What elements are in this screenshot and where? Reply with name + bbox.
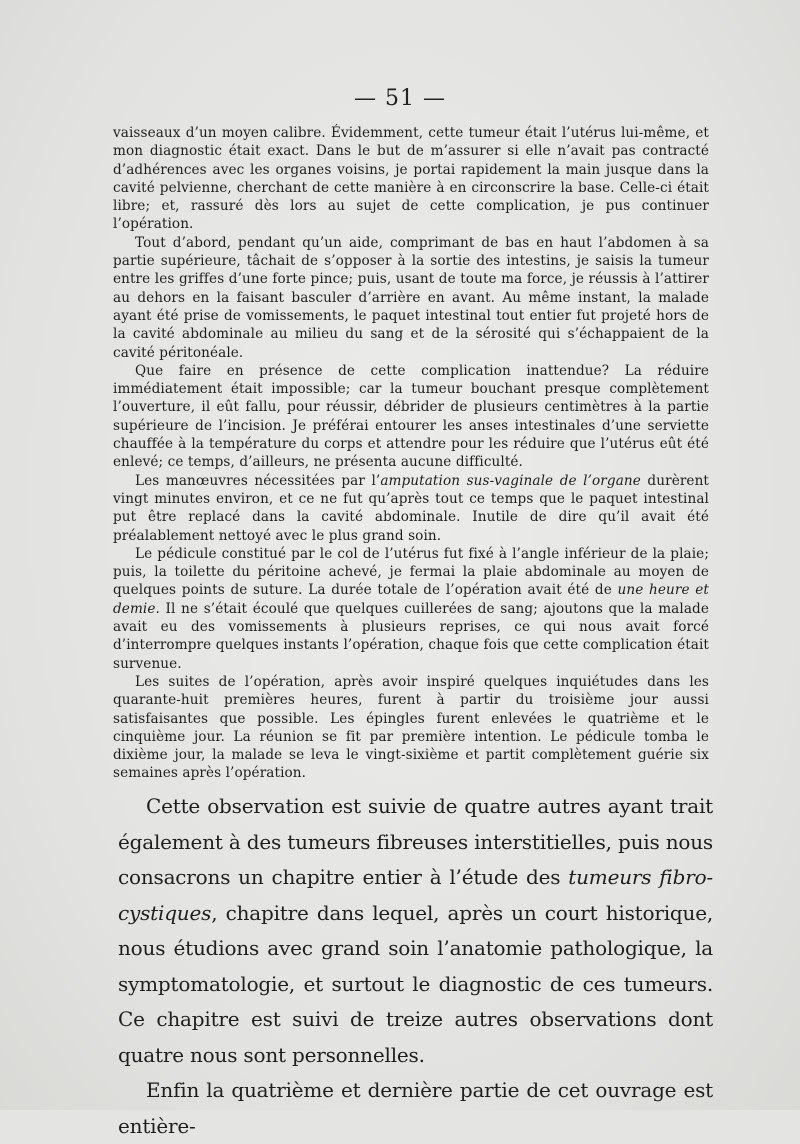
paragraph-4-text-start: Les manœuvres nécessitées par l’ [135, 472, 381, 489]
summary-1-text-start: Cette observation est suivie de quatre autres ayant trait également à des tumeurs fibreuses interstitielles, puis nous consacrons un chapitre entier à l’étude des [118, 794, 713, 889]
page-number: — 51 — [354, 86, 446, 111]
paragraph-5-text-end: Il ne s’était écoulé que quelques cuillerées de sang; ajoutons que la malade avait eu des vomissements à plusieurs reprises, ce qui nous avait forcé d’interrompre quelques instants l’opération, chaque fois que cette complication était survenue. [113, 600, 709, 672]
paragraph-4-text-end: durèrent vingt minutes environ, et ce ne fut qu’après tout ce temps que le paquet intestinal put être replacé dans la cavité abdominale. Inutile de dire qu’il avait été préalablement nettoyé avec le plus grand soin. [113, 472, 709, 544]
summary-1-text-end: , chapitre dans lequel, après un court historique, nous étudions avec grand soin l’anatomie pathologique, la symptomatologie, et surtout le diagnostic de ces tumeurs. Ce chapitre est suivi de treize autres observations dont quatre nous sont personnelles. [118, 900, 713, 1067]
paragraph-4-italic: amputation sus-vaginale de l’organe [380, 472, 641, 489]
summary-paragraph-2: Enfin la quatrième et dernière partie de cet ouvrage est entière- [118, 1078, 713, 1138]
summary-1-italic: tumeurs fibro-cystiques [118, 865, 713, 925]
paragraph-5-text-start: Le pédicule constitué par le col de l’utérus fut fixé à l’angle inférieur de la plaie; puis, la toilette du péritoine achevé, je fermai la plaie abdominale au moyen de quelques points de suture. La durée totale de l’opération avait été de [113, 545, 709, 599]
summary-paragraph-1 [118, 789, 713, 1073]
paragraph-3: Que faire en présence de cette complication inattendue? La réduire immédiatement était impossible; car la tumeur bouchant presque complètement l’ouverture, il eût fallu, pour réussir, débrider de plusieurs centimètres à la partie supérieure de l’incision. Je préférai entourer les anses intestinales d’une serviette chauffée à la température du corps et attendre pour les réduire que l’utérus eût été enlevé; ce temps, d’ailleurs, ne présenta aucune difficulté. [113, 362, 709, 471]
paragraph-5-italic: une heure et demie. [113, 582, 709, 617]
observation-text [113, 124, 709, 783]
summary-text [118, 789, 713, 1144]
paragraph-5 [113, 545, 709, 673]
paragraph-2: Tout d’abord, pendant qu’un aide, comprimant de bas en haut l’abdomen à sa partie supérieure, tâchait de s’opposer à la sortie des intestins, je saisis la tumeur entre les griffes d’une forte pince; puis, usant de toute ma force, je réussis à l’attirer au dehors en la faisant basculer d’arrière en avant. Au même instant, la malade ayant été prise de vomissements, le paquet intestinal tout entier fut projeté hors de la cavité abdominale au milieu du sang et de la sérosité qui s’échappaient de la cavité péritonéale. [113, 234, 709, 361]
paragraph-4 [113, 472, 709, 545]
paragraph-6: Les suites de l’opération, après avoir inspiré quelques inquiétudes dans les quarante-huit premières heures, furent à partir du troisième jour aussi satisfaisantes que possible. Les épingles furent enlevées le quatrième et le cinquième jour. La réunion se fit par première intention. Le pédicule tomba le dixième jour, la malade se leva le vingt-sixième et partit complètement guérie six semaines après l’opération. [113, 673, 709, 782]
paragraph-1: vaisseaux d’un moyen calibre. Évidemment, cette tumeur était l’utérus lui-même, et mon diagnostic était exact. Dans le but de m’assurer si elle n’avait pas contracté d’adhérences avec les organes voisins, je portai rapidement la main jusque dans la cavité pelvienne, cherchant de cette manière à en circonscrire la base. Celle-ci était libre; et, rassuré dès lors au sujet de cette complication, je pus continuer l’opération. [113, 125, 709, 233]
